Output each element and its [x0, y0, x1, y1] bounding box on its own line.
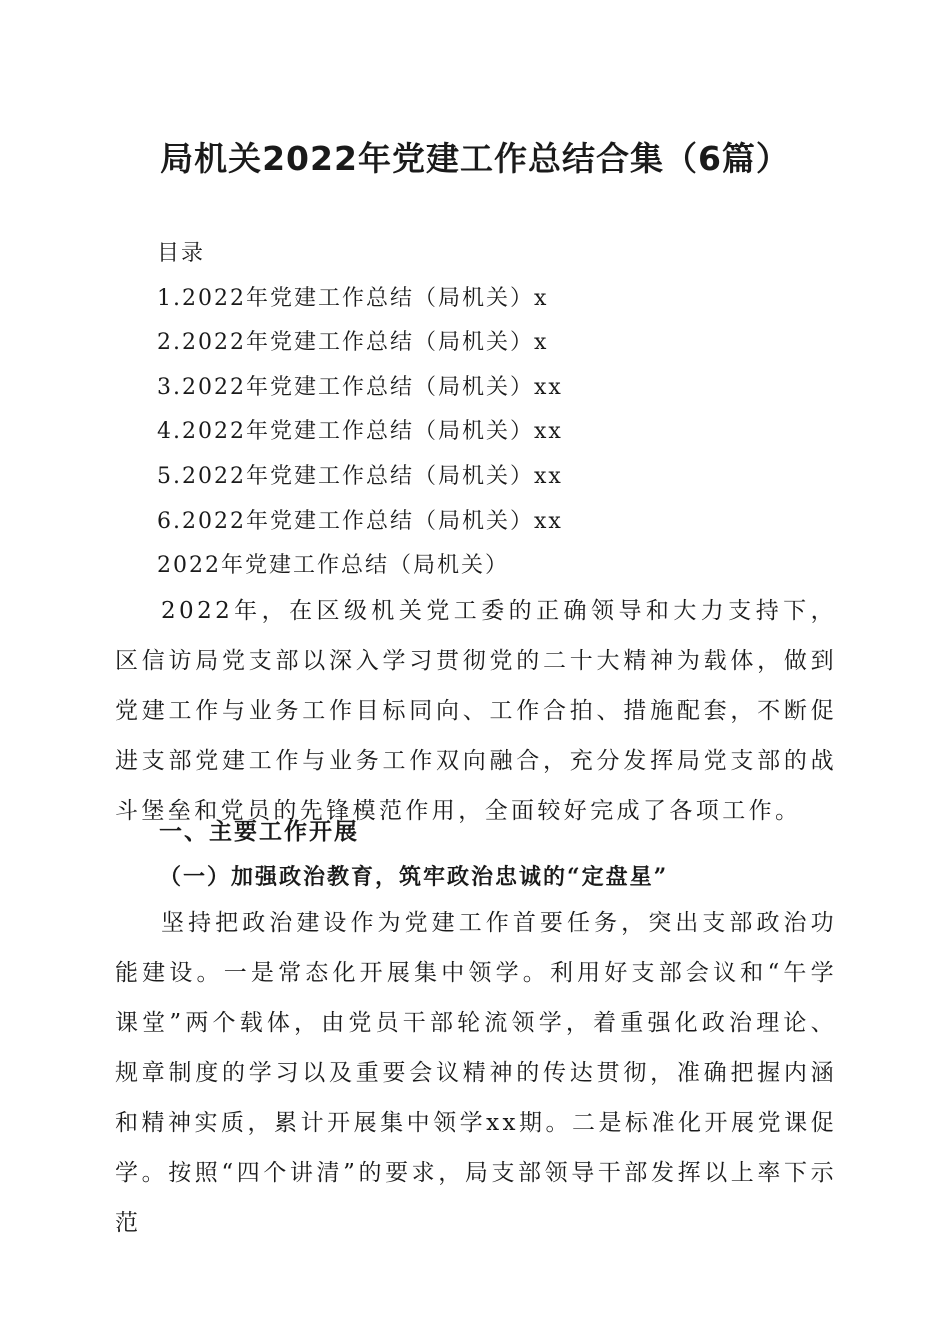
section-heading: 一、主要工作开展: [159, 819, 359, 845]
toc-item[interactable]: 3.2022年党建工作总结（局机关）xx: [157, 374, 563, 400]
intro-paragraph: 2022年，在区级机关党工委的正确领导和大力支持下，区信访局党支部以深入学习贯彻党的二十大精神为载体，做到党建工作与业务工作目标同向、工作合拍、措施配套，不断促进支部党建工作与业务工作双向融合，充分发挥局党支部的战斗堡垒和党员的先锋模范作用，全面较好完成了各项工作。: [115, 598, 837, 824]
toc-item[interactable]: 2.2022年党建工作总结（局机关）x: [157, 330, 549, 356]
subsection-heading: （一）加强政治教育，筑牢政治忠诚的“定盘星”: [159, 864, 669, 890]
toc-item[interactable]: 5.2022年党建工作总结（局机关）xx: [157, 463, 563, 489]
article-title: 2022年党建工作总结（局机关）: [157, 553, 509, 578]
table-of-contents: [157, 232, 563, 544]
toc-item[interactable]: 1.2022年党建工作总结（局机关）x: [157, 285, 549, 311]
toc-item[interactable]: 6.2022年党建工作总结（局机关）xx: [157, 508, 563, 534]
document-title: 局机关2022年党建工作总结合集（6篇）: [160, 139, 790, 178]
toc-heading: 目录: [157, 241, 206, 266]
body-paragraph: 坚持把政治建设作为党建工作首要任务，突出支部政治功能建设。一是常态化开展集中领学。利用好支部会议和“午学课堂”两个载体，由党员干部轮流领学，着重强化政治理论、规章制度的学习以及重要会议精神的传达贯彻，准确把握内涵和精神实质，累计开展集中领学xx期。二是标准化开展党课促学。按照“四个讲清”的要求，局支部领导干部发挥以上率下示范: [115, 910, 837, 1236]
toc-item[interactable]: 4.2022年党建工作总结（局机关）xx: [157, 419, 563, 445]
